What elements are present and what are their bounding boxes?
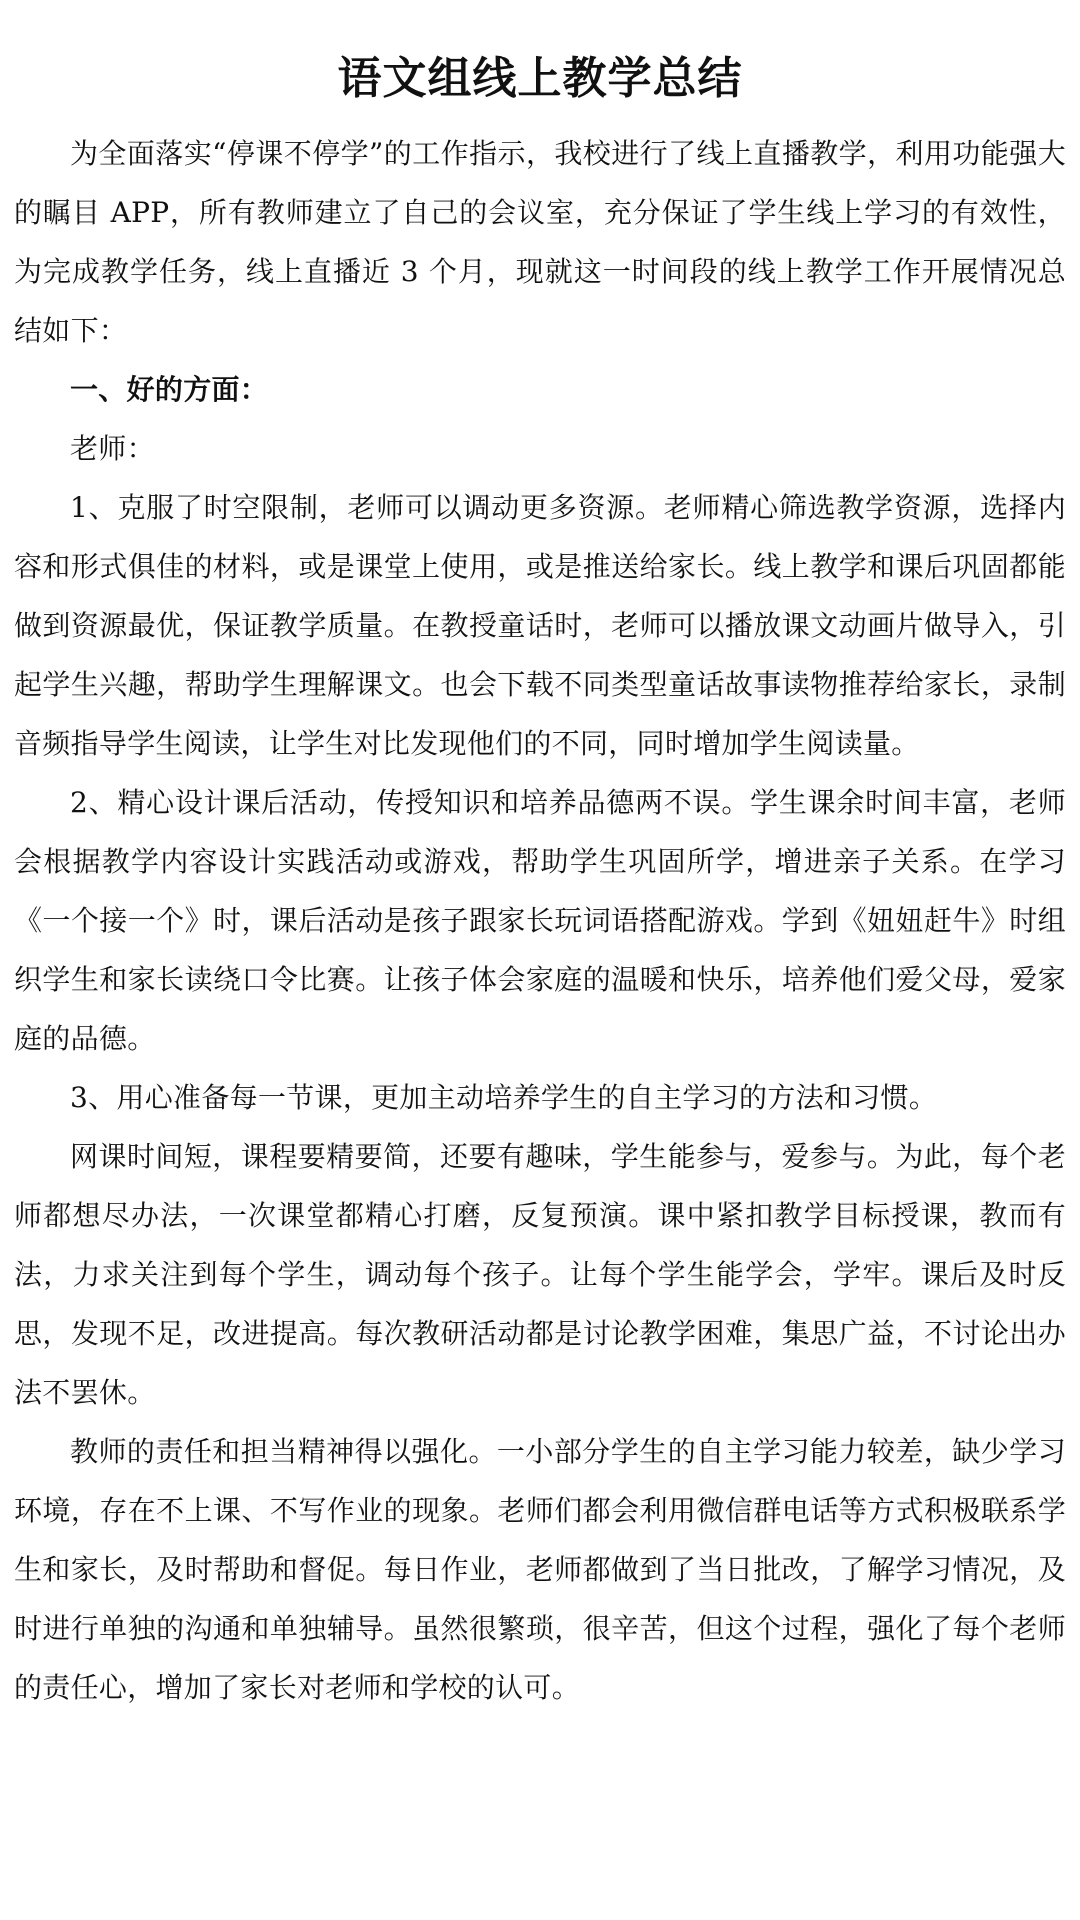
document-title: 语文组线上教学总结 <box>337 53 743 104</box>
point-3-paragraph: 3、用心准备每一节课，更加主动培养学生的自主学习的方法和习惯。 <box>70 1081 938 1114</box>
online-class-paragraph: 网课时间短，课程要精要简，还要有趣味，学生能参与，爱参与。为此，每个老师都想尽办法，一次课堂都精心打磨，反复预演。课中紧扣教学目标授课，教而有法，力求关注到每个学生，调动每个孩子。让每个学生能学会，学牢。课后及时反思，发现不足，改进提高。每次教研活动都是讨论教学困难，集思广益，不讨论出办法不罢休。 <box>14 1140 1066 1409</box>
point-1-paragraph: 1、克服了时空限制，老师可以调动更多资源。老师精心筛选教学资源，选择内容和形式俱佳的材料，或是课堂上使用，或是推送给家长。线上教学和课后巩固都能做到资源最优，保证教学质量。在教授童话时，老师可以播放课文动画片做导入，引起学生兴趣，帮助学生理解课文。也会下载不同类型童话故事读物推荐给家长，录制音频指导学生阅读，让学生对比发现他们的不同，同时增加学生阅读量。 <box>14 491 1066 760</box>
point-2-paragraph: 2、精心设计课后活动，传授知识和培养品德两不误。学生课余时间丰富，老师会根据教学内容设计实践活动或游戏，帮助学生巩固所学，增进亲子关系。在学习《一个接一个》时，课后活动是孩子跟家长玩词语搭配游戏。学到《妞妞赶牛》时组织学生和家长读绕口令比赛。让孩子体会家庭的温暖和快乐，培养他们爱父母，爱家庭的品德。 <box>14 786 1066 1055</box>
subheading-teachers: 老师： <box>70 432 155 465</box>
responsibility-paragraph: 教师的责任和担当精神得以强化。一小部分学生的自主学习能力较差，缺少学习环境，存在不上课、不写作业的现象。老师们都会利用微信群电话等方式积极联系学生和家长，及时帮助和督促。每日作业，老师都做到了当日批改，了解学习情况，及时进行单独的沟通和单独辅导。虽然很繁琐，很辛苦，但这个过程，强化了每个老师的责任心，增加了家长对老师和学校的认可。 <box>14 1435 1066 1704</box>
intro-paragraph: 为全面落实“停课不停学”的工作指示，我校进行了线上直播教学，利用功能强大的瞩目 APP，所有教师建立了自己的会议室，充分保证了学生线上学习的有效性，为完成教学任务，线上直播近 3 个月，现就这一时间段的线上教学工作开展情况总结如下： <box>14 137 1066 347</box>
section-heading-good-aspects: 一、好的方面： <box>70 373 269 406</box>
